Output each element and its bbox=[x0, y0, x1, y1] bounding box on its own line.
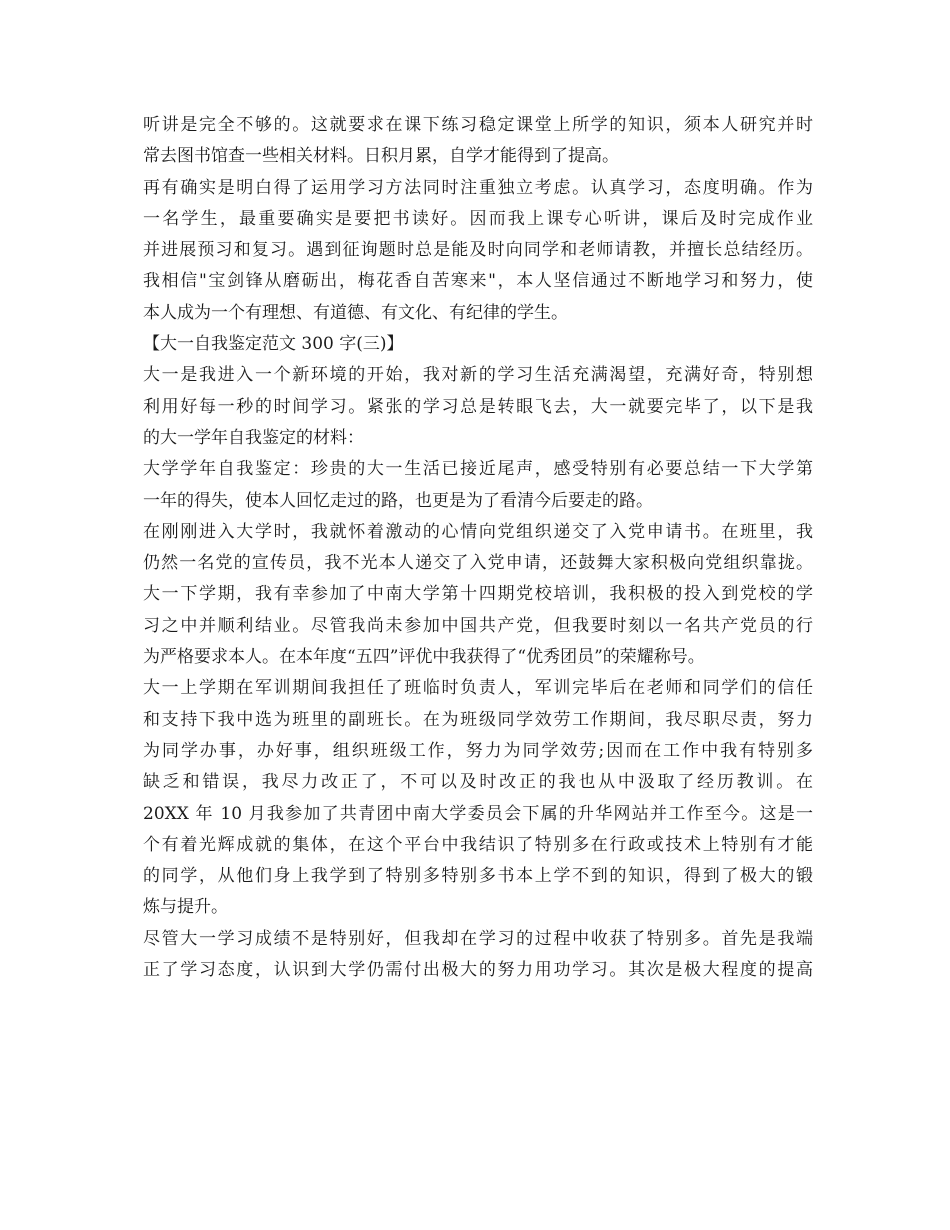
text-line: 并进展预习和复习。遇到征询题时总是能及时向同学和老师请教，并擅长总结经历。 bbox=[143, 240, 813, 261]
text-line: 个有着光辉成就的集体，在这个平台中我结识了特别多在行政或技术上特别有才能 bbox=[143, 834, 813, 855]
text-line: 常去图书馆查一些相关材料。日积月累，自学才能得到了提高。 bbox=[143, 146, 619, 167]
text-line: 大一下学期，我有幸参加了中南大学第十四期党校培训，我积极的投入到党校的学 bbox=[143, 584, 813, 605]
text-line: 听讲是完全不够的。这就要求在课下练习稳定课堂上所学的知识，须本人研究并时 bbox=[143, 115, 813, 135]
text-line: 尽管大一学习成绩不是特别好，但我却在学习的过程中收获了特别多。首先是我端 bbox=[143, 928, 813, 949]
text-line: 大一上学期在军训期间我担任了班临时负责人，军训完毕后在老师和同学们的信任 bbox=[143, 678, 813, 699]
text-line: 本人成为一个有理想、有道德、有文化、有纪律的学生。 bbox=[143, 302, 568, 323]
text-line: 大一是我进入一个新环境的开始，我对新的学习生活充满渴望，充满好奇，特别想 bbox=[143, 365, 813, 386]
text-line: 利用好每一秒的时间学习。紧张的学习总是转眼飞去，大一就要完毕了，以下是我 bbox=[143, 396, 813, 417]
text-line: 20XX 年 10 月我参加了共青团中南大学委员会下属的升华网站并工作至今。这是一 bbox=[143, 803, 813, 824]
text-line: 为严格要求本人。在本年度“五四”评优中我获得了“优秀团员”的荣耀称号。 bbox=[143, 647, 705, 668]
text-line: 一名学生，最重要确实是要把书读好。因而我上课专心听讲，课后及时完成作业 bbox=[143, 208, 813, 229]
text-line: 【大一自我鉴定范文 300 字(三)】 bbox=[143, 334, 404, 355]
text-line: 为同学办事，办好事，组织班级工作，努力为同学效劳;因而在工作中我有特别多 bbox=[143, 740, 813, 761]
text-line: 的同学，从他们身上我学到了特别多特别多书本上学不到的知识，得到了极大的锻 bbox=[143, 866, 813, 887]
text-line: 仍然一名党的宣传员，我不光本人递交了入党申请，还鼓舞大家积极向党组织靠拢。 bbox=[143, 553, 813, 574]
text-line: 炼与提升。 bbox=[143, 897, 228, 918]
text-line: 大学学年自我鉴定：珍贵的大一生活已接近尾声，感受特别有必要总结一下大学第 bbox=[143, 459, 813, 480]
text-line: 一年的得失，使本人回忆走过的路，也更是为了看清今后要走的路。 bbox=[143, 490, 653, 511]
text-line: 我相信"宝剑锋从磨砺出，梅花香自苦寒来"，本人坚信通过不断地学习和努力，使 bbox=[143, 271, 813, 292]
document-body bbox=[143, 110, 813, 986]
text-line: 和支持下我中选为班里的副班长。在为班级同学效劳工作期间，我尽职尽责，努力 bbox=[143, 709, 813, 730]
text-line: 习之中并顺利结业。尽管我尚未参加中国共产党，但我要时刻以一名共产党员的行 bbox=[143, 615, 813, 636]
text-line: 的大一学年自我鉴定的材料： bbox=[143, 427, 364, 448]
text-line: 再有确实是明白得了运用学习方法同时注重独立考虑。认真学习，态度明确。作为 bbox=[143, 177, 813, 198]
text-line: 正了学习态度，认识到大学仍需付出极大的努力用功学习。其次是极大程度的提高 bbox=[143, 960, 813, 981]
text-line: 在刚刚进入大学时，我就怀着激动的心情向党组织递交了入党申请书。在班里，我 bbox=[143, 521, 813, 542]
text-line: 缺乏和错误，我尽力改正了，不可以及时改正的我也从中汲取了经历教训。在 bbox=[143, 772, 813, 793]
